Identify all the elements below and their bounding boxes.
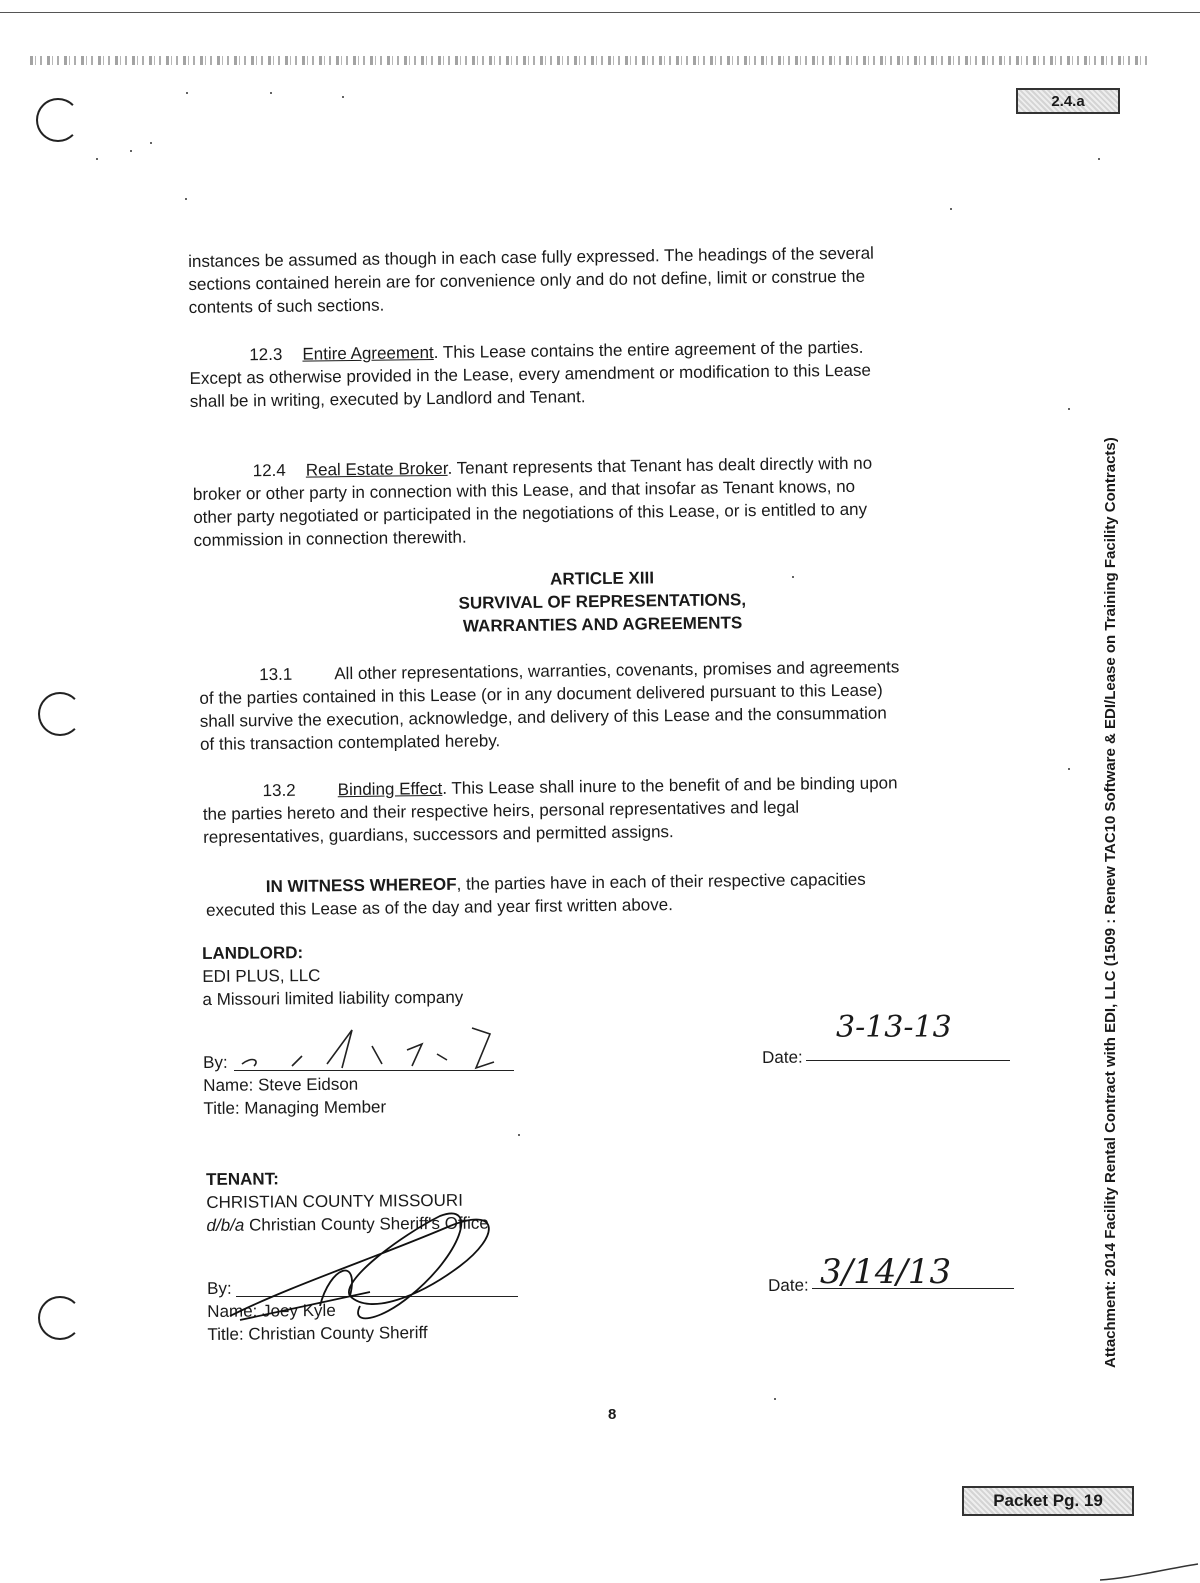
section-12-3 [189, 334, 1010, 413]
article-heading [192, 562, 1013, 641]
scan-speck [1068, 768, 1070, 770]
text-line: sections contained herein are for convenience only and do not define, limit or construe the [188, 266, 866, 294]
scan-speck [96, 158, 98, 160]
section-13-1 [199, 654, 1020, 756]
page-number: 8 [608, 1406, 617, 1423]
scan-speck [1098, 158, 1100, 160]
text-line: executed this Lease as of the day and year first written above. [205, 895, 673, 920]
text-line: Except as otherwise provided in the Lease, every amendment or modification to this Lease [189, 360, 871, 388]
text-line: representatives, guardians, successors and permitted assigns. [203, 822, 674, 847]
text-line: shall be in writing, executed by Landlord and Tenant. [189, 387, 586, 411]
landlord-heading: LANDLORD: [202, 943, 304, 963]
tenant-title: Title: Christian County Sheriff [207, 1323, 428, 1344]
scan-speck [186, 92, 188, 94]
text-line: All other representations, warranties, covenants, promises and agreements [334, 657, 900, 684]
packet-page-stamp: Packet Pg. 19 [962, 1486, 1134, 1516]
tenant-by-label: By: [206, 1278, 232, 1298]
tenant-date-label: Date: [768, 1275, 809, 1295]
scan-edge-curve [1100, 1560, 1200, 1583]
tenant-date-value: 3/14/13 [820, 1252, 952, 1292]
landlord-title: Title: Managing Member [203, 1097, 387, 1118]
tenant-signature-icon [200, 1196, 520, 1336]
article-title: SURVIVAL OF REPRESENTATIONS, [458, 590, 747, 613]
landlord-signature-icon [232, 1016, 532, 1076]
scan-speck [270, 92, 272, 94]
scan-speck [130, 150, 132, 152]
section-13-2 [202, 770, 1023, 849]
section-number: 13.1 [259, 664, 293, 685]
agenda-item-stamp: 2.4.a [1016, 88, 1120, 114]
section-number: 12.3 [249, 344, 283, 365]
scan-speck [774, 1398, 776, 1400]
attachment-side-label: Attachment: 2014 Facility Rental Contract with EDI, LLC (1509 : Renew TAC10 Software & EDI/Lease on Training Facility Contracts) [1102, 437, 1119, 1368]
scan-speck [1068, 408, 1070, 410]
landlord-date-line [806, 1060, 1010, 1061]
text-line: . This Lease shall inure to the benefit of and be binding upon [442, 773, 898, 798]
punch-hole-icon [36, 98, 80, 142]
scan-speck [342, 96, 344, 98]
article-number: ARTICLE XIII [549, 568, 655, 589]
section-title: Binding Effect [337, 778, 443, 800]
text-line: commission in connection therewith. [193, 527, 467, 550]
landlord-name: Name: Steve Eidson [203, 1074, 359, 1095]
tenant-heading: TENANT: [206, 1169, 279, 1189]
landlord-entity: EDI PLUS, LLC [202, 965, 321, 986]
lease-body [188, 240, 1018, 920]
text-line: of this transaction contemplated hereby. [199, 731, 501, 754]
text-line: shall survive the execution, acknowledge, and delivery of this Lease and the consummation [199, 703, 887, 731]
text-line: of the parties contained in this Lease (or in any document delivered pursuant to this Lease) [199, 680, 883, 708]
scan-noise-band [30, 56, 1148, 65]
scan-top-rule [0, 12, 1200, 13]
scan-speck [518, 1134, 520, 1136]
landlord-date-label: Date: [762, 1047, 803, 1067]
punch-hole-icon [38, 692, 82, 736]
section-number: 12.4 [252, 460, 286, 481]
landlord-by-label: By: [202, 1052, 228, 1072]
section-12-4 [193, 450, 1014, 552]
witness-lead: IN WITNESS WHEREOF [265, 874, 457, 897]
section-number: 13.2 [262, 780, 296, 801]
scan-speck [185, 198, 187, 200]
article-title: WARRANTIES AND AGREEMENTS [462, 613, 743, 636]
text-line: . Tenant represents that Tenant has dealt directly with no [447, 453, 873, 478]
landlord-date-value: 3-13-13 [836, 1010, 952, 1045]
section-title: Entire Agreement [302, 343, 434, 364]
section-title: Real Estate Broker [305, 458, 448, 480]
witness-clause [206, 866, 1027, 922]
text-line: , the parties have in each of their respective capacities [456, 869, 866, 894]
tenant-name: Name: Joey Kyle [207, 1300, 336, 1321]
text-line: other party negotiated or participated in the negotiations of this Lease, or is entitled to any [193, 499, 868, 527]
punch-hole-icon [38, 1296, 82, 1340]
text-line: the parties hereto and their respective heirs, personal representatives and legal [202, 797, 800, 824]
text-line: contents of such sections. [188, 295, 385, 317]
tenant-dba-prefix: d/b/a [206, 1215, 245, 1235]
continuation-paragraph [188, 240, 1009, 319]
scan-speck [150, 142, 152, 144]
tenant-entity: CHRISTIAN COUNTY MISSOURI [206, 1190, 463, 1212]
text-line: broker or other party in connection with this Lease, and that insofar as Tenant knows, no [192, 476, 856, 504]
scan-speck [950, 208, 952, 210]
landlord-description: a Missouri limited liability company [202, 987, 464, 1009]
text-line: instances be assumed as though in each case fully expressed. The headings of the several [188, 243, 874, 271]
tenant-dba-name: Christian County Sheriff's Office [244, 1213, 489, 1235]
text-line: . This Lease contains the entire agreement of the parties. [433, 337, 864, 363]
